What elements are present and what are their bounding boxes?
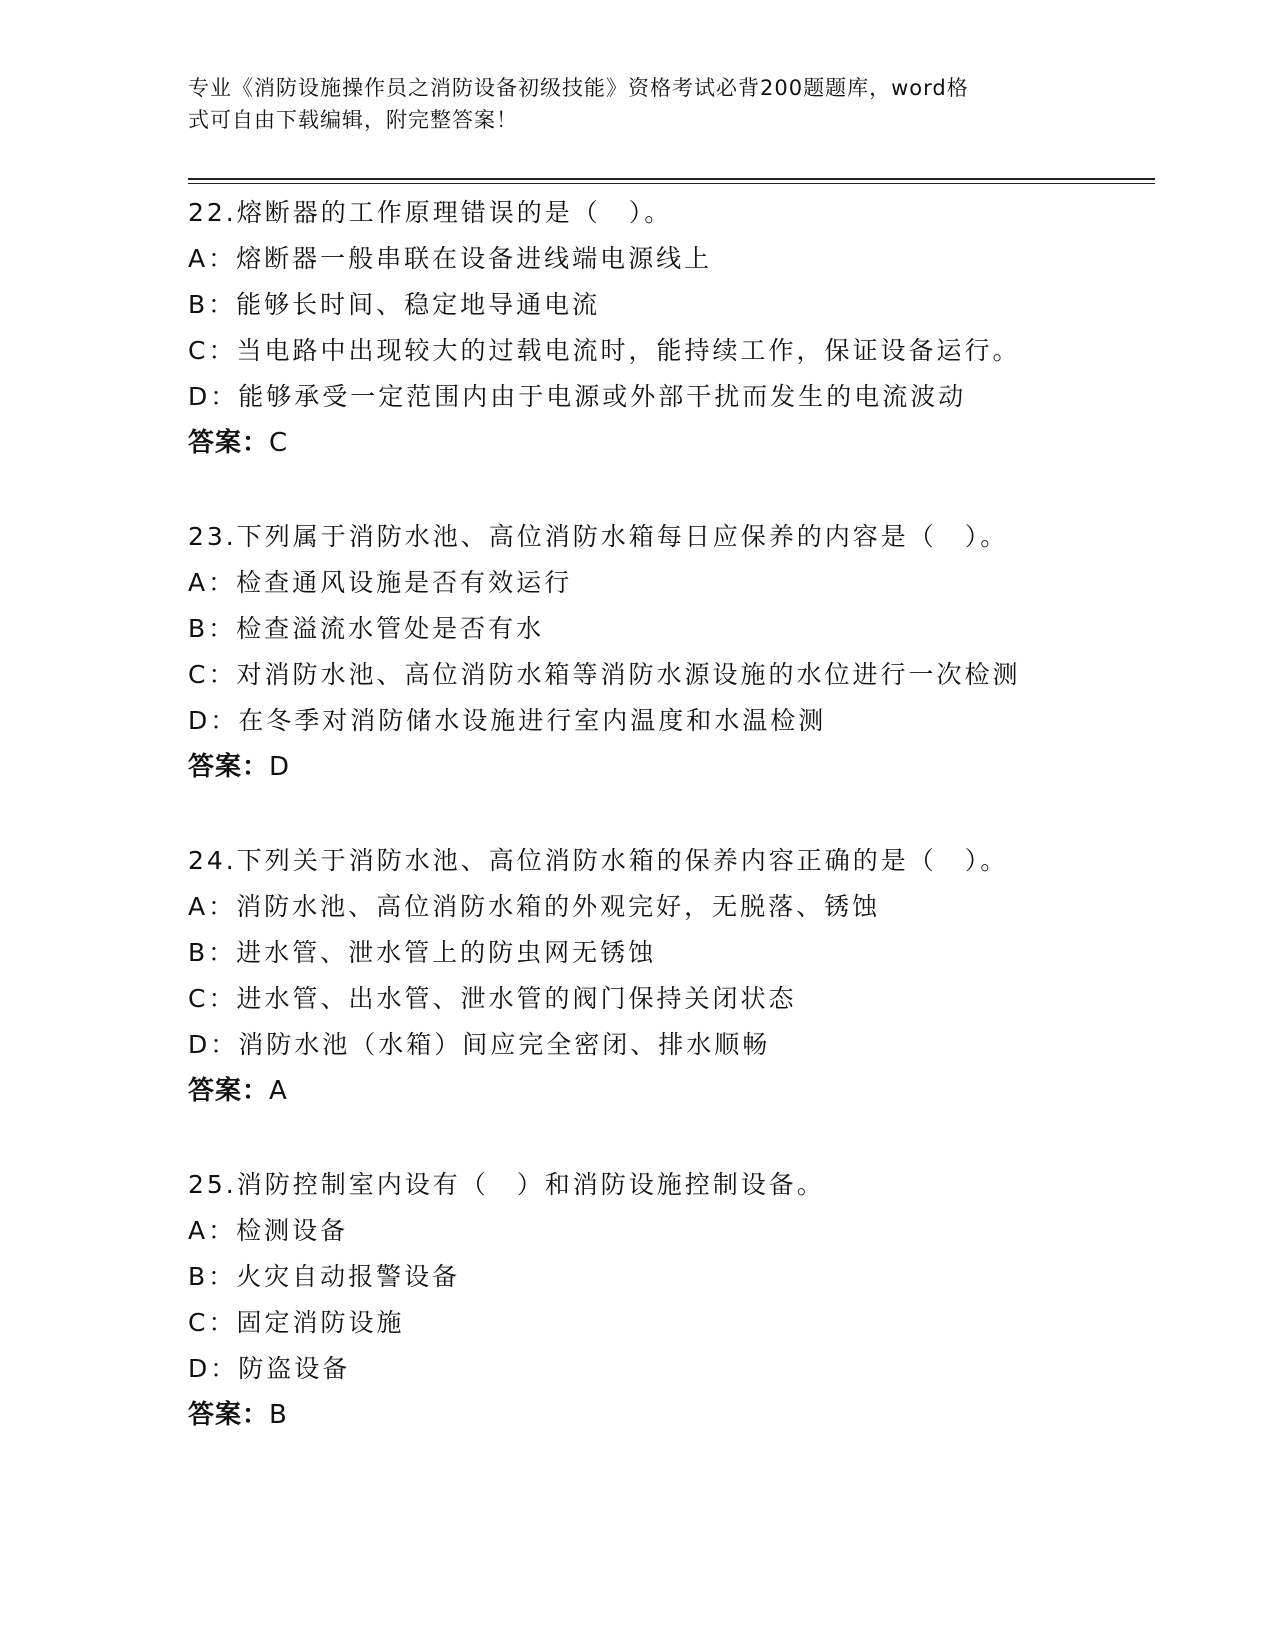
option-c: C：对消防水池、高位消防水箱等消防水源设施的水位进行一次检测 <box>188 660 1021 689</box>
option-a: A：熔断器一般串联在设备进线端电源线上 <box>188 244 713 273</box>
question-24 <box>188 838 1148 1114</box>
answer-label: 答案： <box>188 1076 270 1106</box>
header-title-line-1: 专业《消防设施操作员之消防设备初级技能》资格考试必背200题题库，word格 <box>188 76 969 100</box>
header-divider-thin <box>188 183 1155 184</box>
header-title-line-2: 式可自由下载编辑，附完整答案！ <box>188 108 518 132</box>
answer-label: 答案： <box>188 428 270 458</box>
option-c: C：进水管、出水管、泄水管的阀门保持关闭状态 <box>188 984 797 1013</box>
header-divider-thick <box>188 178 1155 180</box>
option-a: A：检测设备 <box>188 1216 349 1245</box>
option-d: D：能够承受一定范围内由于电源或外部干扰而发生的电流波动 <box>188 382 967 411</box>
answer-line <box>188 744 1148 790</box>
option-a: A：检查通风设施是否有效运行 <box>188 568 573 597</box>
option-d: D：防盗设备 <box>188 1354 351 1383</box>
answer-value: B <box>269 1400 288 1430</box>
answer-label: 答案： <box>188 752 270 782</box>
question-stem: 25.消防控制室内设有（ ）和消防设施控制设备。 <box>188 1170 825 1199</box>
option-d: D：在冬季对消防储水设施进行室内温度和水温检测 <box>188 706 827 735</box>
answer-label: 答案： <box>188 1400 270 1430</box>
question-22 <box>188 190 1148 466</box>
option-c: C：当电路中出现较大的过载电流时，能持续工作，保证设备运行。 <box>188 336 1021 365</box>
option-b: B：能够长时间、稳定地导通电流 <box>188 290 601 319</box>
question-23 <box>188 514 1148 790</box>
question-list <box>188 190 1148 1486</box>
option-d: D：消防水池（水箱）间应完全密闭、排水顺畅 <box>188 1030 771 1059</box>
option-b: B：火灾自动报警设备 <box>188 1262 461 1291</box>
answer-value: D <box>269 752 291 782</box>
option-b: B：进水管、泄水管上的防虫网无锈蚀 <box>188 938 657 967</box>
answer-value: C <box>269 428 289 458</box>
answer-value: A <box>269 1076 288 1106</box>
option-c: C：固定消防设施 <box>188 1308 405 1337</box>
answer-line <box>188 1392 1148 1438</box>
answer-line <box>188 420 1148 466</box>
option-a: A：消防水池、高位消防水箱的外观完好，无脱落、锈蚀 <box>188 892 881 921</box>
answer-line <box>188 1068 1148 1114</box>
option-b: B：检查溢流水管处是否有水 <box>188 614 545 643</box>
question-stem: 22.熔断器的工作原理错误的是（ ）。 <box>188 198 673 227</box>
question-stem: 24.下列关于消防水池、高位消防水箱的保养内容正确的是（ ）。 <box>188 846 1009 875</box>
question-25 <box>188 1162 1148 1438</box>
document-header <box>188 72 1088 136</box>
question-stem: 23.下列属于消防水池、高位消防水箱每日应保养的内容是（ ）。 <box>188 522 1009 551</box>
